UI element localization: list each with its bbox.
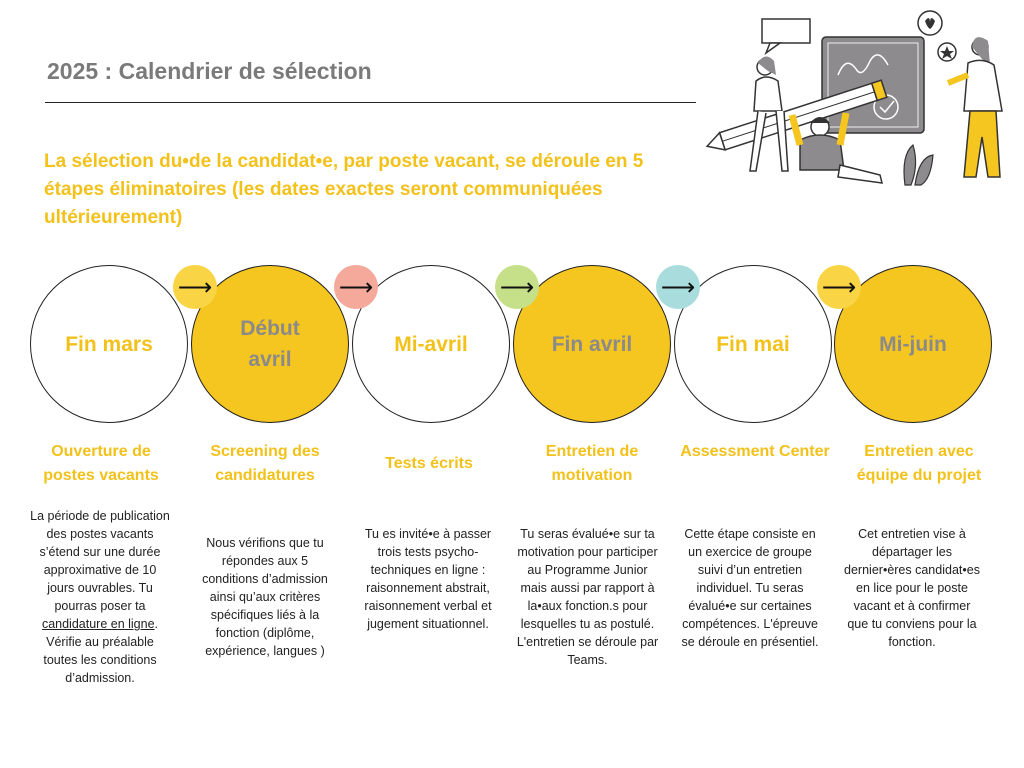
step-3-title: Tests écrits xyxy=(385,455,473,472)
page-title: 2025 : Calendrier de sélection xyxy=(47,58,372,84)
step-4-description: Tu seras évalué•e sur ta motivation pour participer au Programme Junior mais aussi par rapport à la•aux fonction.s pour lesquelles tu as postulé. L'entretien se déroule par Teams. xyxy=(516,527,659,667)
step-2-title: Screening des candidatures xyxy=(210,443,320,484)
step-6-description: Cet entretien vise à départager les dernier•ères candidat•es en lice pour le poste vacant et à confirmer que tu conviens pour la fonction. xyxy=(844,527,980,649)
arrow-1-icon: ⟶ xyxy=(173,265,217,309)
arrow-2-icon: ⟶ xyxy=(334,265,378,309)
arrow-4-icon: ⟶ xyxy=(656,265,700,309)
intro-text: La sélection du•de la candidat•e, par poste vacant, se déroule en 5 étapes éliminatoires (les dates exactes seront communiquées ultérieurement) xyxy=(44,151,644,228)
step-4-title: Entretien de motivation xyxy=(545,443,639,484)
step-5-description: Cette étape consiste en un exercice de groupe suivi d’un entretien individuel. Tu seras évalué•e sur certaines compétences. L'épreuve se déroule en présentiel. xyxy=(681,527,819,649)
step-5-title: Assessment Center xyxy=(680,443,830,460)
candidature-link[interactable]: candidature en ligne xyxy=(41,617,155,631)
step-1-title: Ouverture de postes vacants xyxy=(43,443,159,484)
step-1-description: La période de publication des postes vacants s’étend sur une durée approximative de 10 jours ouvrables. Tu pourras poser ta candidature en ligne. Vérifie au préalable toutes les conditions d’admission. xyxy=(30,509,170,685)
step-1-date: Fin mars xyxy=(65,332,153,356)
arrow-5-icon: ⟶ xyxy=(817,265,861,309)
arrow-3-icon: ⟶ xyxy=(495,265,539,309)
step-6-date: Mi-juin xyxy=(879,332,947,356)
step-6-title: Entretien avec équipe du projet xyxy=(856,443,982,484)
step-1-date-circle xyxy=(30,265,188,423)
step-5-date: Fin mai xyxy=(716,332,790,356)
step-4-date: Fin avril xyxy=(551,332,633,356)
team-illustration xyxy=(700,5,1018,190)
step-3-description: Tu es invité•e à passer trois tests psycho-techniques en ligne : raisonnement abstrait, raisonnement verbal et jugement situationnel. xyxy=(364,527,492,631)
title-divider xyxy=(45,102,696,103)
step-2-date: Début avril xyxy=(240,317,300,371)
step-3-date: Mi-avril xyxy=(394,332,468,356)
step-2-description: Nous vérifions que tu répondes aux 5 conditions d’admission ainsi qu’aux critères spécifiques liés à la fonction (diplôme, expérience, langues ) xyxy=(202,536,328,658)
